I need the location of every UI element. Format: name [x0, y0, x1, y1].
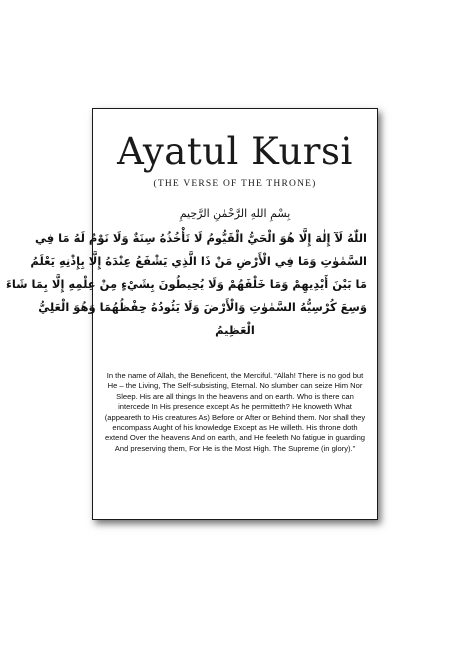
bismillah-heading: بِسْمِ اللهِ الرَّحْمٰنِ الرَّحِيمِ — [179, 207, 291, 220]
poster-subtitle: (THE VERSE OF THE THRONE) — [153, 179, 317, 189]
arabic-verse-line: الْعَظِيمُ — [215, 323, 255, 337]
arabic-verse-line: اللّٰهُ لَآ إِلٰهَ إِلَّا هُوَ الْحَيُّ الْقَيُّومُ لَا تَأْخُذُهُ سِنَةٌ وَلَا نَوْمٌ لَهُ مَا فِي — [35, 231, 367, 245]
arabic-verse-line: مَا بَيْنَ أَيْدِيهِمْ وَمَا خَلْفَهُمْ وَلَا يُحِيطُونَ بِشَيْءٍ مِنْ عِلْمِهِ إِلَّا بِمَا شَاءَ — [6, 277, 367, 291]
poster-card — [6, 108, 378, 520]
english-translation: In the name of Allah, the Beneficent, the Merciful. “Allah! There is no god but He – the Living, The Self-subsisting, Eternal. No slumber can seize Him Nor Sleep. His are all things In the heavens and on earth. Who is there can intercede In His presence except As he permitteth? He knoweth What (appeareth to His creatures As) Before or After or Behind them. Nor shall they encompass Aught of his knowledge Except as He willeth. His throne doth extend Over the heavens And on earth, and He feeleth No fatigue in guarding And preserving them, For He is the Most High. The Supreme (in glory).” — [104, 371, 366, 453]
arabic-verse — [6, 227, 367, 342]
arabic-verse-line: السَّمٰوٰتِ وَمَا فِي الْأَرْضِ مَنْ ذَا الَّذِي يَشْفَعُ عِنْدَهُ إِلَّا بِإِذْنِهِ يَعْلَمُ — [30, 254, 367, 268]
arabic-verse-line: وَسِعَ كُرْسِيُّهُ السَّمٰوٰتِ وَالْأَرْضَ وَلَا يَئُودُهُ حِفْظُهُمَا وَهُوَ الْعَلِيُّ — [38, 300, 367, 314]
poster-title: Ayatul Kursi — [117, 130, 353, 173]
